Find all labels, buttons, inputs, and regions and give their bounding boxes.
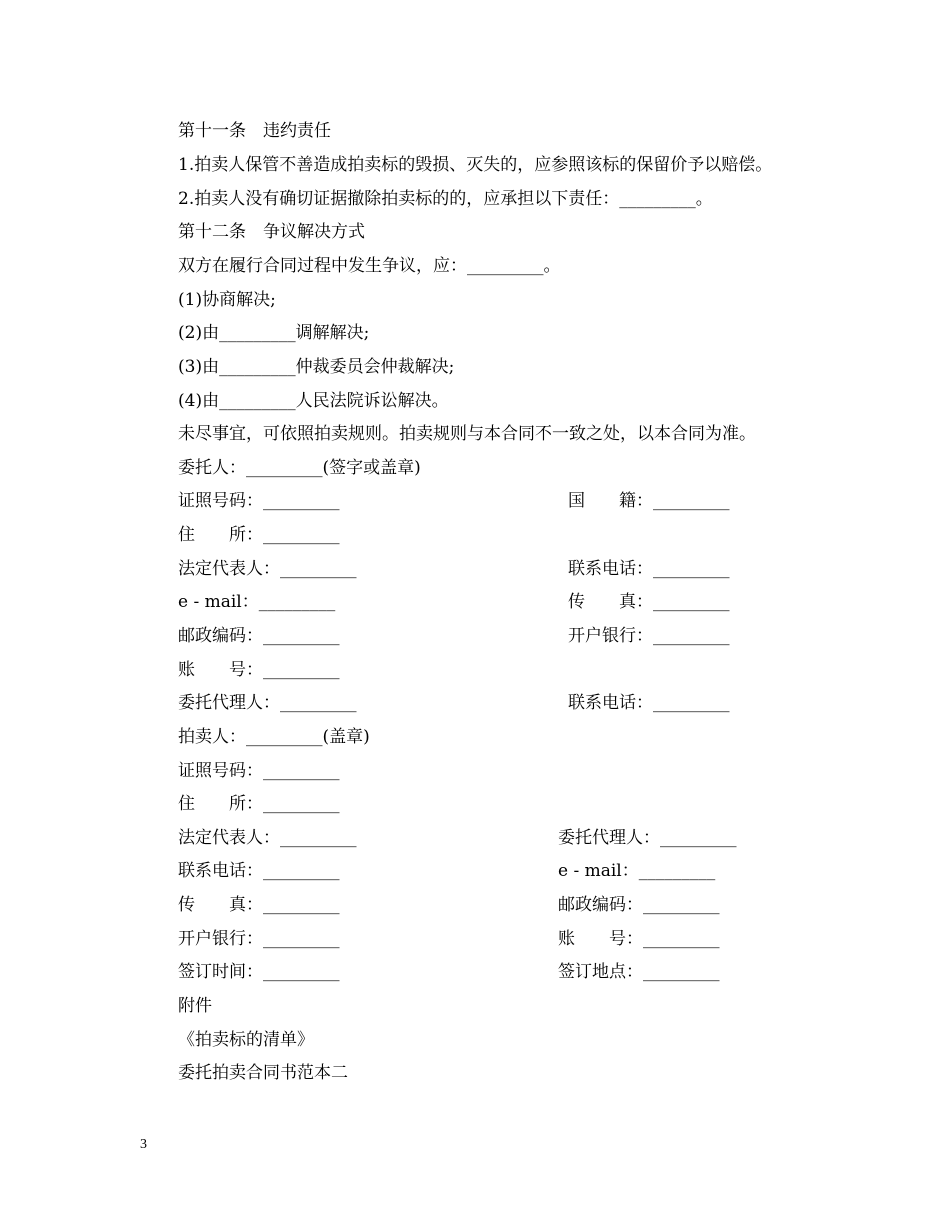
dispute-option-3: (3)由_________仲裁委员会仲裁解决; [178,357,455,377]
auctioneer-id-number: 证照号码：_________ [178,761,340,781]
dispute-intro: 双方在履行合同过程中发生争议，应：_________。 [178,256,561,276]
auctioneer-legal-rep: 法定代表人：_________ [178,828,357,848]
attachment-title: 《拍卖标的清单》 [178,1030,314,1050]
auctioneer-account: 账 号：_________ [558,929,720,949]
principal-nationality: 国 籍：_________ [568,491,730,511]
principal-address: 住 所：_________ [178,525,340,545]
other-matters: 未尽事宜，可依照拍卖规则。拍卖规则与本合同不一致之处，以本合同为准。 [178,424,756,444]
auctioneer-agent: 委托代理人：_________ [558,828,737,848]
dispute-option-1: (1)协商解决; [178,290,276,310]
clause-11-1: 1.拍卖人保管不善造成拍卖标的毁损、灭失的，应参照该标的保留价予以赔偿。 [178,155,773,175]
auctioneer-bank: 开户银行：_________ [178,929,340,949]
principal-bank: 开户银行：_________ [568,626,730,646]
dispute-option-2: (2)由_________调解解决; [178,323,370,343]
page-number: 3 [140,1137,147,1152]
auctioneer-postcode: 邮政编码：_________ [558,895,720,915]
principal-legal-rep: 法定代表人：_________ [178,559,357,579]
auctioneer-address: 住 所：_________ [178,794,340,814]
principal-signature: 委托人：_________(签字或盖章) [178,458,421,478]
clause-11-2: 2.拍卖人没有确切证据撤除拍卖标的的，应承担以下责任：_________。 [178,189,713,209]
principal-postcode: 邮政编码：_________ [178,626,340,646]
principal-email: e - mail：_________ [178,592,336,612]
attachment-label: 附件 [178,996,212,1016]
auctioneer-phone: 联系电话：_________ [178,861,340,881]
sign-place: 签订地点：_________ [558,962,720,982]
dispute-option-4: (4)由_________人民法院诉讼解决。 [178,391,449,411]
auctioneer-signature: 拍卖人：_________(盖章) [178,727,370,747]
sign-time: 签订时间：_________ [178,962,340,982]
article-11-heading: 第十一条 违约责任 [178,121,331,141]
principal-fax: 传 真：_________ [568,592,730,612]
principal-account: 账 号：_________ [178,660,340,680]
auctioneer-email: e - mail：_________ [558,861,716,881]
auctioneer-fax: 传 真：_________ [178,895,340,915]
principal-id-number: 证照号码：_________ [178,491,340,511]
principal-phone: 联系电话：_________ [568,559,730,579]
principal-agent-phone: 联系电话：_________ [568,693,730,713]
principal-agent: 委托代理人：_________ [178,693,357,713]
next-template-title: 委托拍卖合同书范本二 [178,1063,348,1083]
article-12-heading: 第十二条 争议解决方式 [178,222,365,242]
